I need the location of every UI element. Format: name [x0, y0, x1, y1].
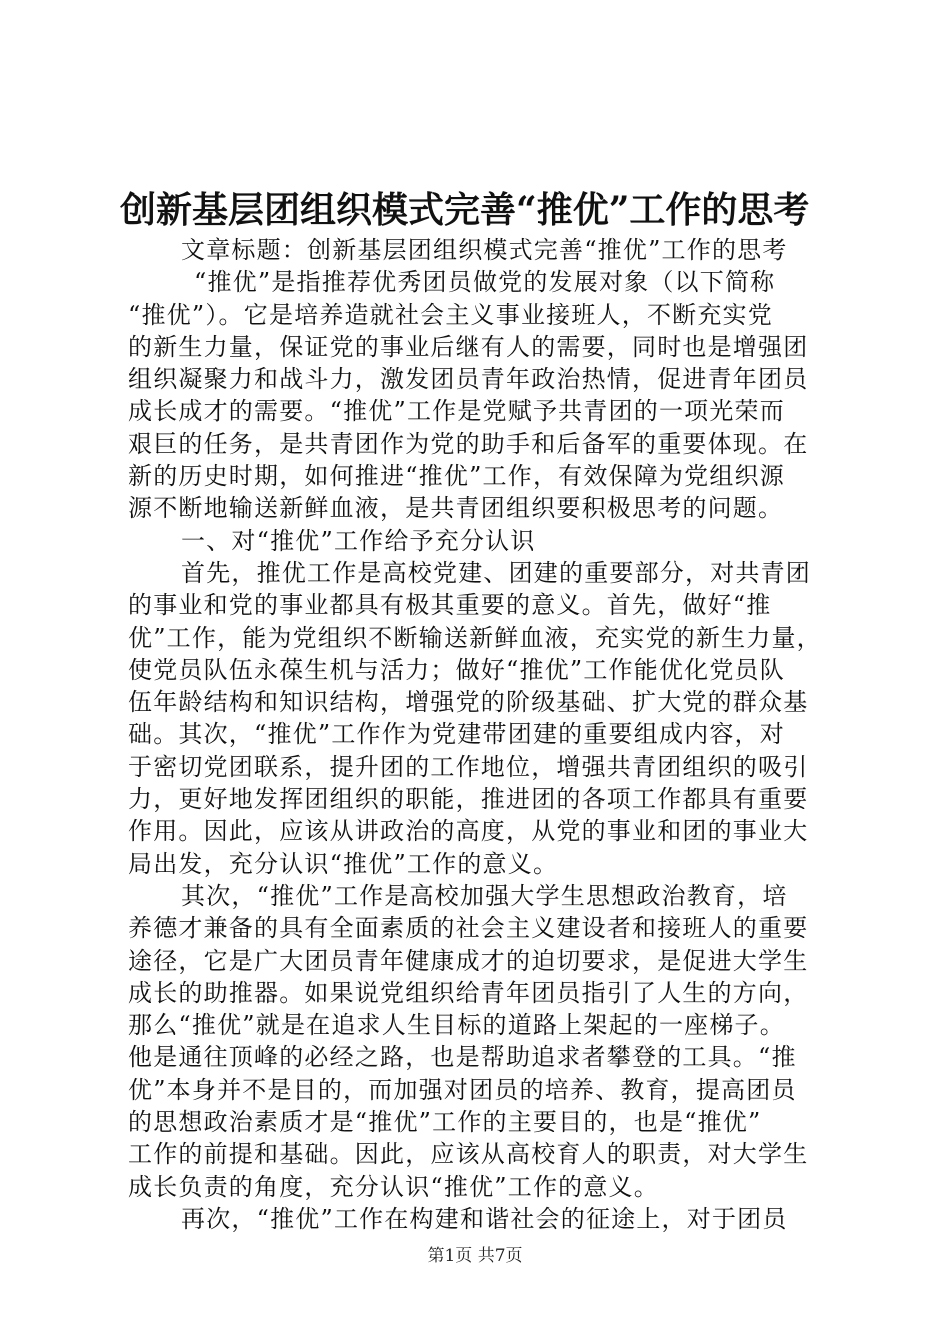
article-title-line: 文章标题：创新基层团组织模式完善“推优”工作的思考 — [181, 236, 788, 264]
paragraph-line: 养德才兼备的具有全面素质的社会主义建设者和接班人的重要 — [128, 914, 809, 943]
paragraph-line: 成长成才的需要。“推优”工作是党赋予共青团的一项光荣而 — [128, 397, 785, 426]
paragraph-line: 新的历史时期，如何推进“推优”工作，有效保障为党组织源 — [128, 462, 785, 491]
paragraph-line: 成长的助推器。如果说党组织给青年团员指引了人生的方向， — [128, 978, 809, 1007]
paragraph-line: 的思想政治素质才是“推优”工作的主要目的，也是“推优” — [128, 1108, 762, 1137]
paragraph-line: 成长负责的角度，充分认识“推优”工作的意义。 — [128, 1172, 659, 1201]
paragraph-line: 优”本身并不是目的，而加强对团员的培养、教育，提高团员 — [128, 1075, 797, 1104]
document-title: 创新基层团组织模式完善“推优”工作的思考 — [120, 189, 810, 231]
paragraph-line: 工作的前提和基础。因此，应该从高校育人的职责，对大学生 — [128, 1140, 809, 1169]
paragraph-line: 途径，它是广大团员青年健康成才的迫切要求，是促进大学生 — [128, 946, 809, 975]
paragraph-line: 优”工作，能为党组织不断输送新鲜血液，充实党的新生力量， — [128, 623, 822, 652]
paragraph-line: 力，更好地发挥团组织的职能，推进团的各项工作都具有重要 — [128, 785, 809, 814]
paragraph-line: 局出发，充分认识“推优”工作的意义。 — [128, 849, 559, 878]
paragraph-line: 艰巨的任务，是共青团作为党的助手和后备军的重要体现。在 — [128, 429, 809, 458]
paragraph-line: 的新生力量，保证党的事业后继有人的需要，同时也是增强团 — [128, 332, 809, 361]
paragraph-line: 其次，“推优”工作是高校加强大学生思想政治教育，培 — [181, 881, 788, 910]
paragraph-line: 再次，“推优”工作在构建和谐社会的征途上，对于团员 — [181, 1204, 788, 1233]
paragraph-line: 伍年龄结构和知识结构，增强党的阶级基础、扩大党的群众基 — [128, 688, 809, 717]
page-footer: 第1页 共7页 — [427, 1246, 523, 1266]
paragraph-line: 的事业和党的事业都具有极其重要的意义。首先，做好“推 — [128, 591, 772, 620]
paragraph-line: 那么“推优”就是在追求人生目标的道路上架起的一座梯子。 — [128, 1011, 785, 1040]
paragraph-line: 组织凝聚力和战斗力，激发团员青年政治热情，促进青年团员 — [128, 365, 809, 394]
paragraph-line: “推优”）。它是培养造就社会主义事业接班人，不断充实党 — [128, 300, 773, 329]
document-body — [128, 234, 840, 1235]
paragraph-line: 于密切党团联系，提升团的工作地位，增强共青团组织的吸引 — [128, 752, 809, 781]
paragraph-line: 他是通往顶峰的必经之路，也是帮助追求者攀登的工具。“推 — [128, 1043, 797, 1072]
paragraph-line: 使党员队伍永葆生机与活力；做好“推优”工作能优化党员队 — [128, 655, 785, 684]
paragraph-line: 础。其次，“推优”工作作为党建带团建的重要组成内容，对 — [128, 720, 785, 749]
paragraph-line: “推优”是指推荐优秀团员做党的发展对象（以下简称 — [194, 268, 776, 297]
section-heading: 一、对“推优”工作给予充分认识 — [181, 526, 536, 555]
paragraph-line: 源不断地输送新鲜血液，是共青团组织要积极思考的问题。 — [128, 494, 784, 523]
paragraph-line: 首先，推优工作是高校党建、团建的重要部分，对共青团 — [181, 558, 811, 587]
paragraph-line: 作用。因此，应该从讲政治的高度，从党的事业和团的事业大 — [128, 817, 809, 846]
